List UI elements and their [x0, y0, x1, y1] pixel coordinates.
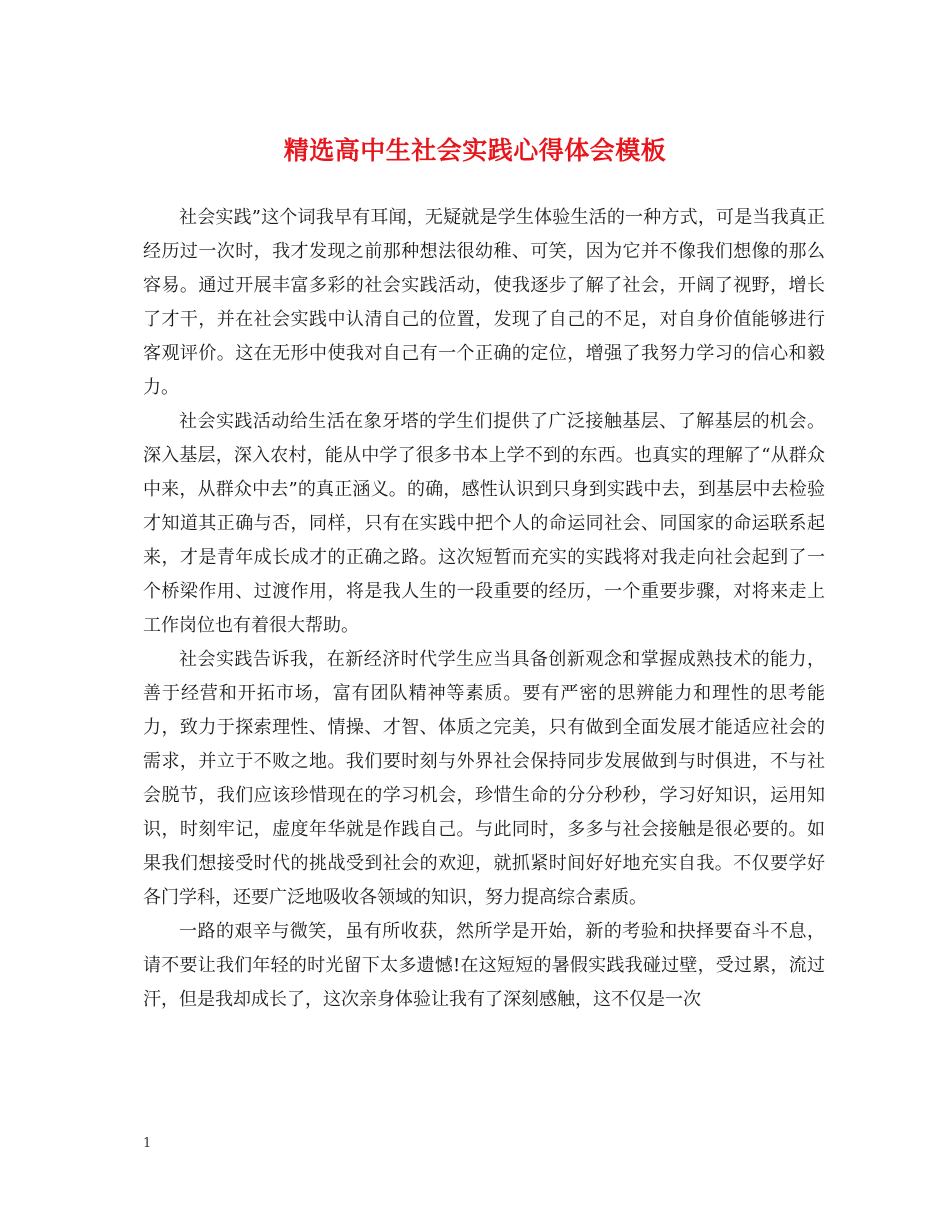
paragraph-3: 社会实践告诉我，在新经济时代学生应当具备创新观念和掌握成熟技术的能力，善于经营和开拓市场，富有团队精神等素质。要有严密的思辨能力和理性的思考能力，致力于探索理性、情操、才智、体质之完美，只有做到全面发展才能适应社会的需求，并立于不败之地。我们要时刻与外界社会保持同步发展做到与时俱进，不与社会脱节，我们应该珍惜现在的学习机会，珍惜生命的分分秒秒，学习好知识，运用知识，时刻牢记，虚度年华就是作践自己。与此同时，多多与社会接触是很必要的。如果我们想接受时代的挑战受到社会的欢迎，就抓紧时间好好地充实自我。不仅要学好各门学科，还要广泛地吸收各领域的知识，努力提高综合素质。 — [143, 649, 825, 908]
paragraph-2: 社会实践活动给生活在象牙塔的学生们提供了广泛接触基层、了解基层的机会。深入基层，深入农村，能从中学了很多书本上学不到的东西。也真实的理解了“从群众中来，从群众中去”的真正涵义。的确，感性认识到只身到实践中去，到基层中去检验才知道其正确与否，同样，只有在实践中把个人的命运同社会、同国家的命运联系起来，才是青年成长成才的正确之路。这次短暂而充实的实践将对我走向社会起到了一个桥梁作用、过渡作用，将是我人生的一段重要的经历，一个重要步骤，对将来走上工作岗位也有着很大帮助。 — [143, 411, 825, 636]
paragraph-4: 一路的艰辛与微笑，虽有所收获，然所学是开始，新的考验和抉择要奋斗不息，请不要让我们年轻的时光留下太多遗憾!在这短短的暑假实践我碰过壁，受过累，流过汗，但是我却成长了，这次亲身体验让我有了深刻感触，这不仅是一次 — [143, 921, 825, 1010]
document-body — [143, 201, 825, 1017]
paragraph-1: 社会实践”这个词我早有耳闻，无疑就是学生体验生活的一种方式，可是当我真正经历过一次时，我才发现之前那种想法很幼稚、可笑，因为它并不像我们想像的那么容易。通过开展丰富多彩的社会实践活动，使我逐步了解了社会，开阔了视野，增长了才干，并在社会实践中认清自己的位置，发现了自己的不足，对自身价值能够进行客观评价。这在无形中使我对自己有一个正确的定位，增强了我努力学习的信心和毅力。 — [143, 207, 825, 398]
document-title: 精选高中生社会实践心得体会模板 — [283, 136, 667, 165]
page-number: 1 — [143, 1136, 152, 1151]
